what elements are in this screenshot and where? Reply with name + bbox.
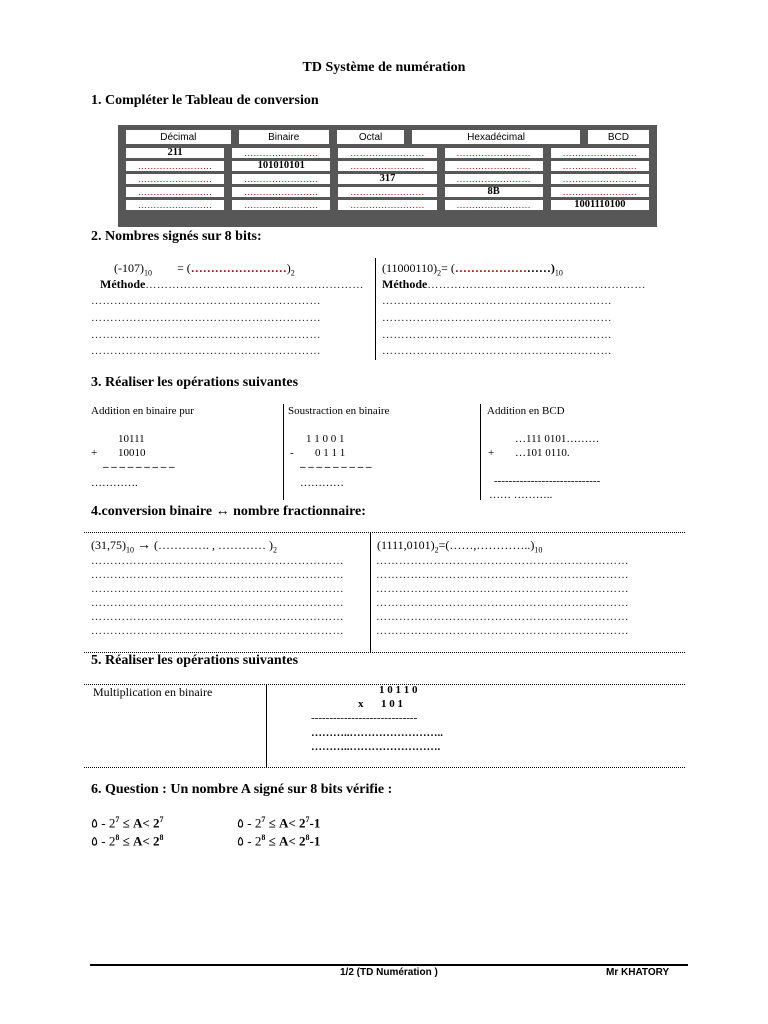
op-add-bcd-operand-1: …111 0101……… — [515, 433, 600, 445]
table-row — [126, 174, 649, 184]
op-add-binary-label: Addition en binaire pur — [91, 405, 194, 417]
op-sub-binary-operand-1: 1 1 0 0 1 — [306, 433, 345, 445]
op-add-binary-sign: + — [91, 447, 98, 459]
section-4-divider — [370, 533, 371, 653]
col-binaire: Binaire — [239, 130, 329, 144]
option-part-mid: ≤ A< 2 — [265, 833, 306, 849]
table-cell[interactable]: …………………… — [445, 161, 543, 171]
mult-result-line-1[interactable]: ………..…………………….. — [311, 727, 443, 739]
fraction-dotline-left[interactable]: ………………………………………………………… — [91, 611, 344, 623]
option-part-mid: ≤ A< 2 — [119, 833, 160, 849]
table-cell: 101010101 — [232, 161, 330, 171]
table-cell[interactable]: …………………… — [445, 148, 543, 158]
signed-right-expression — [382, 261, 563, 277]
answer-dotline-right[interactable]: …………………………………………………… — [382, 345, 612, 357]
table-row — [126, 187, 649, 197]
option-part-sup2: 7 — [159, 815, 164, 824]
fraction-right-expression: $(1111,0101)_2=(\dots\dots,\dots\dots\dots\dots..)_{10}$ — [377, 538, 543, 555]
option-part-mid: ≤ A< 2 — [119, 815, 160, 831]
op-sub-binary-result[interactable]: ………… — [300, 477, 344, 489]
fraction-dotline-left[interactable]: ………………………………………………………… — [91, 555, 344, 567]
table-cell: 8B — [445, 187, 543, 197]
right-base: 2 — [437, 268, 442, 278]
op-sub-binary-sign: - — [290, 447, 294, 459]
fraction-left-number: (31,75) — [91, 538, 126, 552]
op-add-bcd-bar: ----------------------------- — [494, 475, 601, 487]
arrow-right-icon: → — [137, 538, 151, 553]
option-part-pre: ٥ - 2 — [91, 815, 116, 831]
op-add-bcd-sign: + — [488, 447, 495, 459]
table-cell[interactable]: …………………… — [551, 161, 649, 171]
answer-option[interactable] — [91, 815, 164, 831]
signed-left-expression — [114, 261, 295, 277]
answer-dotline-left[interactable]: …………………………………………………… — [91, 295, 321, 307]
option-part-mid: ≤ A< 2 — [265, 815, 306, 831]
left-base: 10 — [144, 268, 152, 278]
section-3-divider-2 — [480, 404, 481, 500]
option-part-sup: 7 — [261, 815, 266, 824]
op-add-bcd-operand-2: …101 0110. — [515, 447, 570, 459]
footer-author: Mr KHATORY — [606, 967, 670, 978]
method-label-right: Méthode………………………………………………… — [382, 277, 646, 291]
op-add-bcd-label: Addition en BCD — [487, 405, 565, 417]
left-number: (-107) — [114, 261, 144, 275]
table-row — [126, 161, 649, 171]
fraction-dotline-right[interactable]: ………………………………………………………… — [376, 569, 629, 581]
table-cell[interactable]: …………………… — [551, 174, 649, 184]
op-add-bcd-result[interactable]: …… ……….. — [489, 489, 553, 501]
footer-page: 1/2 (TD Numération ) — [340, 967, 438, 978]
option-part-pre: ٥ - 2 — [237, 815, 262, 831]
right-number: (11000110) — [382, 261, 438, 275]
option-part-sup2: 8 — [305, 833, 310, 842]
mult-operand-1: 1 0 1 1 0 — [379, 684, 418, 696]
answer-dotline-left[interactable]: …………………………………………………… — [91, 312, 321, 324]
table-cell[interactable]: …………………… — [126, 161, 224, 171]
conversion-table — [118, 125, 657, 227]
table-cell[interactable]: …………………… — [232, 187, 330, 197]
table-cell[interactable]: …………………… — [232, 148, 330, 158]
table-cell[interactable]: …………………… — [126, 200, 224, 210]
op-add-binary-operand-1: 10111 — [118, 433, 145, 445]
table-cell: 317 — [338, 174, 436, 184]
col-octal: Octal — [337, 130, 405, 144]
footer-rule — [90, 964, 688, 966]
fraction-left-answer[interactable]: (…………. , ………… ) — [154, 538, 273, 552]
option-part-sup: 8 — [261, 833, 266, 842]
table-cell[interactable]: …………………… — [338, 148, 436, 158]
section-1-heading: 1. Compléter le Tableau de conversion — [91, 93, 319, 108]
fraction-dotline-left[interactable]: ………………………………………………………… — [91, 597, 344, 609]
table-cell[interactable]: …………………… — [445, 174, 543, 184]
section-5-bottom-rule — [84, 767, 685, 768]
section-2-divider — [375, 258, 376, 360]
mult-sign: x — [358, 698, 364, 710]
op-sub-binary-operand-2: 0 1 1 1 — [315, 447, 346, 459]
table-row — [126, 148, 649, 158]
table-row — [126, 200, 649, 210]
mult-dash-line: ----------------------------- — [311, 712, 418, 724]
section-6-heading: 6. Question : Un nombre A signé sur 8 bits vérifie : — [91, 782, 393, 797]
table-cell[interactable]: …………………… — [338, 161, 436, 171]
section-4-top-rule — [84, 532, 685, 533]
option-part-post: -1 — [309, 833, 321, 849]
option-part-sup: 7 — [115, 815, 120, 824]
table-cell[interactable]: …………………… — [551, 187, 649, 197]
op-sub-binary-bar: _ _ _ _ _ _ _ _ _ — [300, 457, 372, 469]
op-add-binary-operand-2: 10010 — [118, 447, 146, 459]
col-bcd: BCD — [588, 130, 649, 144]
fraction-dotline-right[interactable]: ………………………………………………………… — [376, 583, 629, 595]
fraction-right-answer[interactable]: =(……,…………..) — [438, 538, 535, 552]
option-part-sup: 8 — [115, 833, 120, 842]
option-part-pre: ٥ - 2 — [91, 833, 116, 849]
section-4-heading: 4.conversion binaire ↔ nombre fractionnaire: — [91, 504, 366, 519]
table-cell[interactable]: …………………… — [338, 200, 436, 210]
op-add-binary-result[interactable]: …………. — [91, 477, 138, 489]
fraction-dotline-right[interactable]: ………………………………………………………… — [376, 611, 629, 623]
right-eq: = ( — [441, 261, 455, 275]
answer-dotline-right[interactable]: …………………………………………………… — [382, 329, 612, 341]
right-close: ……) — [526, 261, 555, 275]
table-cell[interactable]: …………………… — [445, 200, 543, 210]
left-close: ) — [286, 261, 291, 275]
fraction-left-expression: $(31,75)_{10}$ → (…………. , ………… )$_2$ — [91, 538, 277, 555]
answer-option[interactable] — [237, 815, 320, 831]
right-answer-blank[interactable]: ……………… — [454, 261, 527, 275]
table-cell[interactable]: …………………… — [126, 187, 224, 197]
answer-option[interactable] — [237, 833, 320, 849]
fraction-dotline-left[interactable]: ………………………………………………………… — [91, 583, 344, 595]
answer-dotline-right[interactable]: …………………………………………………… — [382, 295, 612, 307]
fraction-dotline-left[interactable]: ………………………………………………………… — [91, 625, 344, 637]
section-5-divider — [266, 685, 267, 767]
table-cell[interactable]: …………………… — [338, 187, 436, 197]
fraction-dotline-right[interactable]: ………………………………………………………… — [376, 555, 629, 567]
table-cell[interactable]: …………………… — [232, 174, 330, 184]
table-cell: 1001110100 — [551, 200, 649, 210]
section-3-heading: 3. Réaliser les opérations suivantes — [91, 375, 299, 390]
option-part-sup2: 8 — [159, 833, 164, 842]
answer-option[interactable] — [91, 833, 164, 849]
section-2-heading: 2. Nombres signés sur 8 bits: — [91, 229, 262, 244]
table-cell[interactable]: …………………… — [126, 174, 224, 184]
op-sub-binary-label: Soustraction en binaire — [288, 405, 390, 417]
table-cell[interactable]: …………………… — [551, 148, 649, 158]
answer-dotline-left[interactable]: …………………………………………………… — [91, 345, 321, 357]
option-part-sup2: 7 — [305, 815, 310, 824]
option-part-post: -1 — [309, 815, 321, 831]
right-close-base: 10 — [554, 268, 563, 278]
col-decimal: Décimal — [126, 130, 231, 144]
fraction-dotline-left[interactable]: ………………………………………………………… — [91, 569, 344, 581]
left-close-base: 2 — [290, 268, 295, 278]
mult-operand-2: 1 0 1 — [381, 698, 403, 710]
multiplication-label: Multiplication en binaire — [93, 685, 213, 699]
section-5-heading: 5. Réaliser les opérations suivantes — [91, 653, 299, 668]
col-hexadecimal: Hexadécimal — [412, 130, 579, 144]
left-eq: = ( — [177, 261, 191, 275]
page-title: TD Système de numération — [302, 60, 466, 75]
mult-result-line-2[interactable]: ………..……………………. — [311, 741, 441, 753]
fraction-dotline-right[interactable]: ………………………………………………………… — [376, 597, 629, 609]
answer-dotline-left[interactable]: …………………………………………………… — [91, 329, 321, 341]
fraction-dotline-right[interactable]: ………………………………………………………… — [376, 625, 629, 637]
option-part-pre: ٥ - 2 — [237, 833, 262, 849]
table-cell: 211 — [126, 148, 224, 158]
answer-dotline-right[interactable]: …………………………………………………… — [382, 312, 612, 324]
table-cell[interactable]: …………………… — [232, 200, 330, 210]
fraction-right-number: (1111,0101) — [377, 538, 435, 552]
op-add-binary-bar: _ _ _ _ _ _ _ _ _ — [103, 457, 175, 469]
left-answer-blank[interactable]: …………………… — [190, 261, 287, 275]
method-label-left: Méthode………………………………………………… — [100, 277, 364, 291]
section-3-divider-1 — [283, 404, 284, 500]
